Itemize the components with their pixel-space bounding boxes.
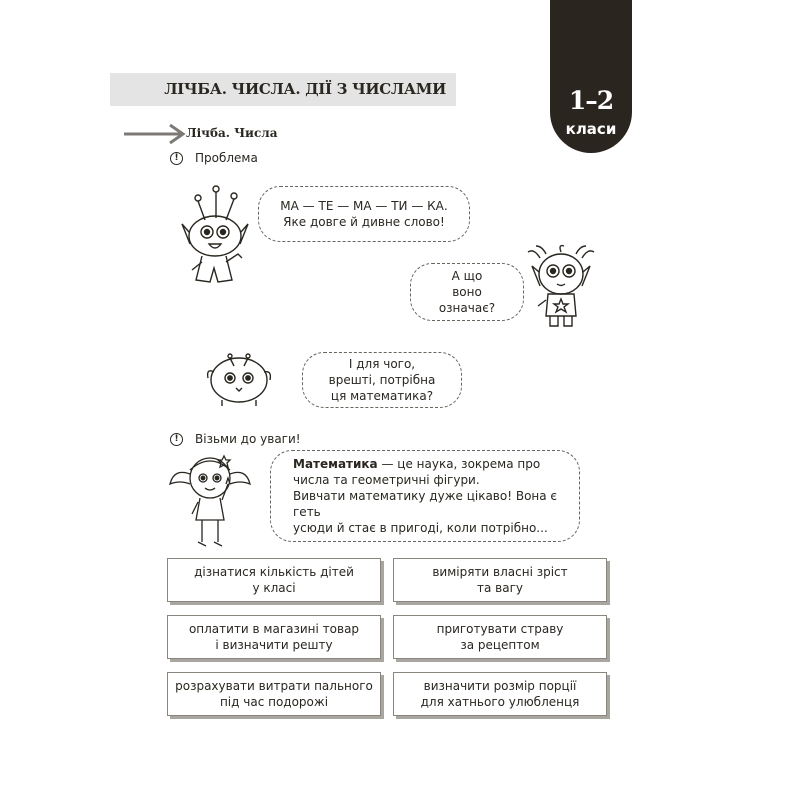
use-case-card [393, 615, 607, 659]
bubble-3-line-3: ця математика? [330, 389, 434, 403]
card-line-2: та вагу [477, 581, 523, 595]
use-case-card [167, 558, 381, 602]
bubble-1-line-2: Яке довге й дивне слово! [283, 215, 445, 229]
definition-term: Математика [293, 457, 378, 471]
alien-character-icon [178, 184, 250, 288]
use-case-card [393, 558, 607, 602]
bubble-1-line-1: МА — ТЕ — МА — ТИ — КА. [280, 199, 448, 213]
card-line-2: для хатнього улюбленця [420, 695, 580, 709]
card-line-2: і визначити решту [215, 638, 333, 652]
card-line-1: дізнатися кількість дітей [194, 565, 354, 579]
section-title: Лічба. Числа [186, 126, 278, 140]
use-case-card [393, 672, 607, 716]
bubble-2-line-2: воно [452, 285, 482, 299]
use-case-card [167, 615, 381, 659]
card-line-1: оплатити в магазині товар [188, 622, 360, 636]
exclamation-circle-icon: ! [170, 433, 183, 446]
definition-line-1 [293, 456, 540, 472]
bubble-3-line-2: врешті, потрібна [328, 373, 436, 387]
speech-bubble-2 [410, 263, 524, 321]
card-line-2: у класі [252, 581, 296, 595]
arrow-right-icon [124, 124, 186, 144]
girl-character-icon [168, 450, 252, 552]
definition-line-3: Вивчати математику дуже цікаво! Вона є геть [293, 489, 558, 519]
pet-character-icon [204, 348, 274, 410]
definition-line-2: числа та геометричні фігури. [293, 473, 480, 487]
card-line-1: виміряти власні зріст [432, 565, 568, 579]
grade-label: класи [565, 120, 617, 138]
speech-bubble-3 [302, 352, 462, 408]
definition-bubble [270, 450, 580, 542]
speech-bubble-1 [258, 186, 470, 242]
grade-tab [550, 0, 632, 153]
card-line-2: за рецептом [460, 638, 540, 652]
attention-label: Візьми до уваги! [195, 432, 301, 446]
bubble-3-line-1: І для чого, [348, 357, 416, 371]
card-line-1: приготувати страву [436, 622, 564, 636]
use-case-card [167, 672, 381, 716]
problem-note [170, 151, 258, 165]
bubble-2-line-1: А що [451, 269, 483, 283]
card-line-1: розрахувати витрати пального [175, 679, 373, 693]
grade-number: 1–2 [568, 86, 614, 115]
alien-girl-character-icon [526, 244, 596, 330]
card-line-2: під час подорожі [219, 695, 329, 709]
definition-line-4: усюди й стає в пригоді, коли потрібно... [293, 521, 548, 535]
exclamation-circle-icon: ! [170, 152, 183, 165]
attention-note [170, 432, 301, 446]
bubble-2-line-3: означає? [438, 301, 496, 315]
card-line-1: визначити розмір порції [423, 679, 577, 693]
chapter-title: ЛІЧБА. ЧИСЛА. ДІЇ З ЧИСЛАМИ [164, 80, 446, 98]
problem-label: Проблема [195, 151, 258, 165]
chapter-title-bar [110, 73, 456, 106]
definition-line-1-rest: — це наука, зокрема про [377, 457, 541, 471]
